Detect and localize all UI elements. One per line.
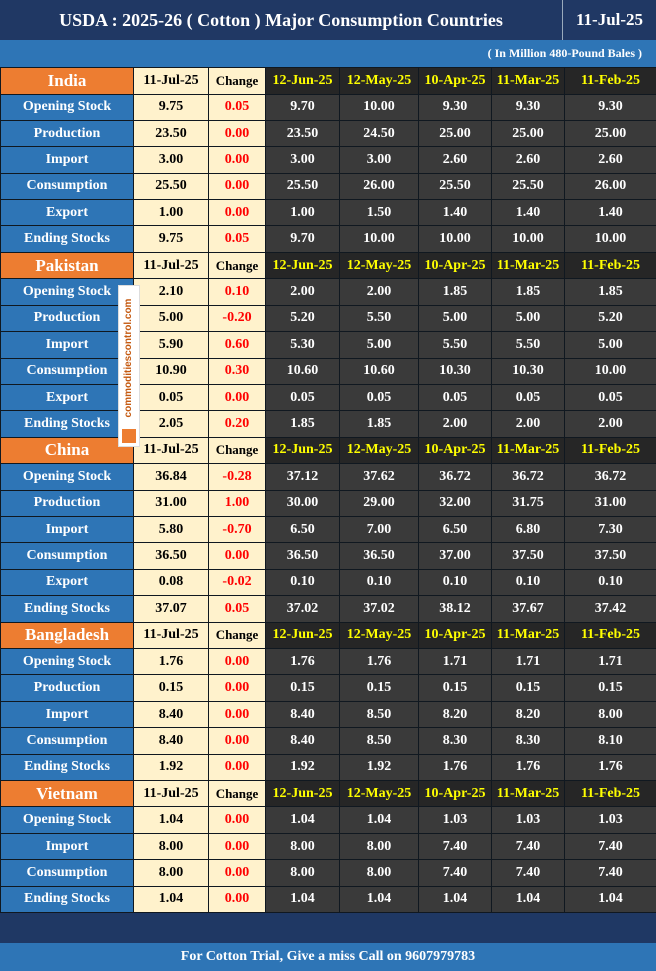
history-date-header: 11-Feb-25 [565, 780, 656, 807]
history-value: 26.00 [340, 173, 419, 199]
change-value: 0.00 [209, 120, 266, 146]
history-value: 0.05 [419, 384, 492, 410]
history-date-header: 10-Apr-25 [419, 622, 492, 649]
row-label: Production [1, 490, 134, 516]
history-value: 1.85 [419, 279, 492, 305]
history-value: 10.30 [492, 358, 565, 384]
change-header: Change [209, 437, 266, 464]
change-value: 0.00 [209, 701, 266, 727]
history-date-header: 11-Feb-25 [565, 252, 656, 279]
history-value: 8.20 [492, 701, 565, 727]
history-date-header: 11-Feb-25 [565, 68, 656, 95]
watermark-logo [118, 285, 140, 447]
change-value: 0.00 [209, 807, 266, 833]
table-row [1, 384, 656, 410]
table-row [1, 675, 656, 701]
change-value: 0.00 [209, 543, 266, 569]
row-label: Import [1, 147, 134, 173]
history-value: 37.02 [340, 596, 419, 622]
history-value: 8.40 [266, 701, 340, 727]
history-value: 10.00 [565, 226, 656, 252]
current-value: 1.92 [134, 754, 209, 780]
history-value: 1.40 [565, 200, 656, 226]
table-row [1, 120, 656, 146]
history-value: 8.20 [419, 701, 492, 727]
history-value: 5.20 [266, 305, 340, 331]
history-value: 1.85 [492, 279, 565, 305]
history-date-header: 11-Mar-25 [492, 622, 565, 649]
history-value: 25.00 [492, 120, 565, 146]
current-value: 9.75 [134, 226, 209, 252]
change-header: Change [209, 780, 266, 807]
history-value: 8.50 [340, 728, 419, 754]
row-label: Export [1, 569, 134, 595]
history-value: 7.40 [565, 860, 656, 886]
history-value: 1.85 [340, 411, 419, 437]
history-date-header: 11-Mar-25 [492, 252, 565, 279]
change-header: Change [209, 252, 266, 279]
current-value: 8.00 [134, 860, 209, 886]
watermark-text: commoditiescontrol.com [123, 298, 134, 418]
history-date-header: 12-Jun-25 [266, 252, 340, 279]
history-value: 0.10 [340, 569, 419, 595]
history-value: 0.15 [266, 675, 340, 701]
history-value: 9.30 [565, 94, 656, 120]
history-value: 2.00 [266, 279, 340, 305]
history-value: 1.03 [565, 807, 656, 833]
history-date-header: 12-May-25 [340, 780, 419, 807]
history-value: 6.50 [266, 516, 340, 542]
table-row [1, 279, 656, 305]
consumption-table [0, 67, 656, 913]
change-value: 0.05 [209, 94, 266, 120]
history-value: 2.00 [419, 411, 492, 437]
current-value: 0.05 [134, 384, 209, 410]
history-value: 0.15 [419, 675, 492, 701]
history-value: 5.00 [419, 305, 492, 331]
history-value: 2.60 [492, 147, 565, 173]
row-label: Ending Stocks [1, 886, 134, 912]
current-value: 5.00 [134, 305, 209, 331]
row-label: Consumption [1, 358, 134, 384]
table-row [1, 358, 656, 384]
change-value: 0.05 [209, 596, 266, 622]
row-label: Production [1, 675, 134, 701]
change-value: 0.00 [209, 649, 266, 675]
row-label: Production [1, 305, 134, 331]
row-label: Import [1, 833, 134, 859]
current-value: 36.84 [134, 464, 209, 490]
history-value: 0.10 [266, 569, 340, 595]
table-row [1, 226, 656, 252]
history-value: 8.30 [419, 728, 492, 754]
row-label: Opening Stock [1, 807, 134, 833]
country-name: India [1, 68, 134, 95]
history-date-header: 12-May-25 [340, 68, 419, 95]
history-value: 8.00 [340, 860, 419, 886]
history-value: 10.00 [340, 226, 419, 252]
history-value: 37.12 [266, 464, 340, 490]
change-value: 0.00 [209, 675, 266, 701]
change-value: 0.05 [209, 226, 266, 252]
history-value: 1.76 [340, 649, 419, 675]
history-value: 1.04 [492, 886, 565, 912]
history-value: 0.05 [340, 384, 419, 410]
title-bar [0, 0, 656, 40]
history-value: 5.50 [419, 332, 492, 358]
history-value: 25.00 [419, 120, 492, 146]
history-value: 5.50 [340, 305, 419, 331]
history-value: 37.50 [492, 543, 565, 569]
history-value: 7.40 [492, 860, 565, 886]
table-row [1, 173, 656, 199]
history-date-header: 11-Mar-25 [492, 437, 565, 464]
current-value: 37.07 [134, 596, 209, 622]
current-date-header: 11-Jul-25 [134, 780, 209, 807]
history-value: 29.00 [340, 490, 419, 516]
history-date-header: 12-Jun-25 [266, 68, 340, 95]
table-row [1, 305, 656, 331]
current-value: 5.80 [134, 516, 209, 542]
country-name: China [1, 437, 134, 464]
table-row [1, 886, 656, 912]
history-value: 24.50 [340, 120, 419, 146]
history-value: 1.03 [492, 807, 565, 833]
row-label: Opening Stock [1, 94, 134, 120]
current-value: 1.04 [134, 807, 209, 833]
row-label: Import [1, 516, 134, 542]
table-row [1, 411, 656, 437]
table-row [1, 147, 656, 173]
history-value: 0.15 [340, 675, 419, 701]
history-date-header: 12-Jun-25 [266, 622, 340, 649]
history-date-header: 10-Apr-25 [419, 780, 492, 807]
current-value: 2.05 [134, 411, 209, 437]
row-label: Opening Stock [1, 464, 134, 490]
watermark-logo-icon [122, 429, 136, 443]
row-label: Consumption [1, 543, 134, 569]
history-value: 0.15 [492, 675, 565, 701]
current-value: 0.15 [134, 675, 209, 701]
current-value: 1.00 [134, 200, 209, 226]
history-value: 9.30 [419, 94, 492, 120]
history-value: 1.04 [565, 886, 656, 912]
history-value: 1.40 [419, 200, 492, 226]
history-value: 37.67 [492, 596, 565, 622]
change-value: 0.20 [209, 411, 266, 437]
history-value: 10.60 [340, 358, 419, 384]
history-date-header: 11-Feb-25 [565, 437, 656, 464]
history-value: 5.00 [340, 332, 419, 358]
history-value: 5.00 [565, 332, 656, 358]
history-value: 1.76 [266, 649, 340, 675]
row-label: Opening Stock [1, 279, 134, 305]
history-value: 2.00 [565, 411, 656, 437]
history-value: 8.50 [340, 701, 419, 727]
history-value: 1.40 [492, 200, 565, 226]
history-value: 8.00 [565, 701, 656, 727]
history-value: 9.70 [266, 226, 340, 252]
row-label: Export [1, 384, 134, 410]
page-title: USDA : 2025-26 ( Cotton ) Major Consumption Countries [0, 0, 563, 40]
history-date-header: 12-Jun-25 [266, 437, 340, 464]
change-value: -0.28 [209, 464, 266, 490]
history-value: 7.40 [419, 860, 492, 886]
history-value: 0.15 [565, 675, 656, 701]
history-value: 10.30 [419, 358, 492, 384]
row-label: Export [1, 200, 134, 226]
current-value: 2.10 [134, 279, 209, 305]
change-value: -0.70 [209, 516, 266, 542]
history-value: 31.00 [565, 490, 656, 516]
table-row [1, 701, 656, 727]
history-value: 25.50 [492, 173, 565, 199]
table-row [1, 833, 656, 859]
history-value: 6.80 [492, 516, 565, 542]
table-row [1, 464, 656, 490]
change-value: 0.60 [209, 332, 266, 358]
history-date-header: 12-Jun-25 [266, 780, 340, 807]
current-value: 8.00 [134, 833, 209, 859]
change-value: 0.00 [209, 200, 266, 226]
history-value: 5.00 [492, 305, 565, 331]
history-value: 0.10 [565, 569, 656, 595]
row-label: Ending Stocks [1, 411, 134, 437]
history-value: 1.85 [565, 279, 656, 305]
table-row [1, 490, 656, 516]
table-row [1, 860, 656, 886]
history-value: 1.71 [492, 649, 565, 675]
current-value: 3.00 [134, 147, 209, 173]
row-label: Ending Stocks [1, 754, 134, 780]
history-value: 1.50 [340, 200, 419, 226]
history-value: 36.50 [340, 543, 419, 569]
table-row [1, 754, 656, 780]
current-value: 1.04 [134, 886, 209, 912]
change-header: Change [209, 622, 266, 649]
history-value: 8.10 [565, 728, 656, 754]
row-label: Import [1, 332, 134, 358]
current-value: 36.50 [134, 543, 209, 569]
history-value: 1.00 [266, 200, 340, 226]
history-value: 36.72 [419, 464, 492, 490]
section-header-row [1, 68, 656, 95]
history-value: 38.12 [419, 596, 492, 622]
current-value: 25.50 [134, 173, 209, 199]
history-value: 8.00 [340, 833, 419, 859]
history-value: 7.40 [565, 833, 656, 859]
row-label: Consumption [1, 860, 134, 886]
history-value: 2.00 [492, 411, 565, 437]
change-value: 0.00 [209, 754, 266, 780]
history-value: 0.05 [266, 384, 340, 410]
history-value: 8.30 [492, 728, 565, 754]
history-value: 37.50 [565, 543, 656, 569]
current-date-header: 11-Jul-25 [134, 622, 209, 649]
change-value: 0.10 [209, 279, 266, 305]
section-header-row [1, 437, 656, 464]
history-value: 1.85 [266, 411, 340, 437]
history-value: 2.60 [565, 147, 656, 173]
history-value: 7.00 [340, 516, 419, 542]
row-label: Opening Stock [1, 649, 134, 675]
history-value: 10.60 [266, 358, 340, 384]
unit-note: ( In Million 480-Pound Bales ) [0, 40, 656, 67]
table-row [1, 728, 656, 754]
history-value: 36.72 [492, 464, 565, 490]
history-date-header: 12-May-25 [340, 252, 419, 279]
history-value: 1.04 [340, 807, 419, 833]
history-value: 0.05 [565, 384, 656, 410]
history-date-header: 10-Apr-25 [419, 437, 492, 464]
current-value: 0.08 [134, 569, 209, 595]
history-value: 8.00 [266, 860, 340, 886]
table-row [1, 807, 656, 833]
current-value: 8.40 [134, 728, 209, 754]
history-value: 5.30 [266, 332, 340, 358]
current-date-header: 11-Jul-25 [134, 252, 209, 279]
table-row [1, 596, 656, 622]
history-date-header: 12-May-25 [340, 437, 419, 464]
section-header-row [1, 622, 656, 649]
history-date-header: 10-Apr-25 [419, 68, 492, 95]
table-row [1, 569, 656, 595]
table-row [1, 332, 656, 358]
history-value: 2.60 [419, 147, 492, 173]
history-value: 31.75 [492, 490, 565, 516]
history-value: 7.40 [492, 833, 565, 859]
history-value: 10.00 [419, 226, 492, 252]
current-value: 5.90 [134, 332, 209, 358]
history-value: 23.50 [266, 120, 340, 146]
history-value: 7.30 [565, 516, 656, 542]
history-value: 8.40 [266, 728, 340, 754]
history-value: 9.30 [492, 94, 565, 120]
table-row [1, 200, 656, 226]
table-row [1, 649, 656, 675]
change-value: 0.00 [209, 860, 266, 886]
history-date-header: 10-Apr-25 [419, 252, 492, 279]
history-value: 25.50 [419, 173, 492, 199]
history-value: 0.05 [492, 384, 565, 410]
current-value: 10.90 [134, 358, 209, 384]
current-value: 9.75 [134, 94, 209, 120]
change-value: 0.00 [209, 384, 266, 410]
history-value: 26.00 [565, 173, 656, 199]
history-value: 32.00 [419, 490, 492, 516]
change-value: 1.00 [209, 490, 266, 516]
section-header-row [1, 780, 656, 807]
table-row [1, 94, 656, 120]
history-value: 37.62 [340, 464, 419, 490]
history-value: 1.76 [419, 754, 492, 780]
history-value: 8.00 [266, 833, 340, 859]
country-name: Bangladesh [1, 622, 134, 649]
country-name: Vietnam [1, 780, 134, 807]
history-value: 1.04 [266, 886, 340, 912]
history-date-header: 11-Mar-25 [492, 780, 565, 807]
footer-note: For Cotton Trial, Give a miss Call on 9607979783 [0, 943, 656, 971]
current-value: 31.00 [134, 490, 209, 516]
history-value: 1.92 [266, 754, 340, 780]
report-date: 11-Jul-25 [575, 10, 644, 29]
current-date-header: 11-Jul-25 [134, 68, 209, 95]
current-value: 1.76 [134, 649, 209, 675]
history-value: 1.04 [340, 886, 419, 912]
history-value: 30.00 [266, 490, 340, 516]
row-label: Ending Stocks [1, 596, 134, 622]
history-value: 3.00 [340, 147, 419, 173]
row-label: Production [1, 120, 134, 146]
country-name: Pakistan [1, 252, 134, 279]
change-value: -0.20 [209, 305, 266, 331]
history-value: 25.00 [565, 120, 656, 146]
history-value: 36.50 [266, 543, 340, 569]
history-value: 0.10 [419, 569, 492, 595]
history-value: 5.50 [492, 332, 565, 358]
history-value: 1.71 [565, 649, 656, 675]
history-value: 1.04 [419, 886, 492, 912]
row-label: Ending Stocks [1, 226, 134, 252]
history-date-header: 11-Mar-25 [492, 68, 565, 95]
history-value: 1.76 [565, 754, 656, 780]
history-value: 2.00 [340, 279, 419, 305]
history-value: 36.72 [565, 464, 656, 490]
change-value: 0.00 [209, 173, 266, 199]
row-label: Import [1, 701, 134, 727]
history-value: 1.76 [492, 754, 565, 780]
current-date-header: 11-Jul-25 [134, 437, 209, 464]
table-row [1, 516, 656, 542]
history-value: 6.50 [419, 516, 492, 542]
change-value: 0.00 [209, 147, 266, 173]
history-value: 1.04 [266, 807, 340, 833]
history-date-header: 12-May-25 [340, 622, 419, 649]
change-value: 0.00 [209, 886, 266, 912]
history-value: 3.00 [266, 147, 340, 173]
history-value: 1.71 [419, 649, 492, 675]
row-label: Consumption [1, 728, 134, 754]
current-value: 23.50 [134, 120, 209, 146]
change-value: 0.00 [209, 833, 266, 859]
history-value: 37.02 [266, 596, 340, 622]
change-header: Change [209, 68, 266, 95]
history-value: 25.50 [266, 173, 340, 199]
history-value: 7.40 [419, 833, 492, 859]
row-label: Consumption [1, 173, 134, 199]
history-value: 1.03 [419, 807, 492, 833]
change-value: 0.00 [209, 728, 266, 754]
history-value: 9.70 [266, 94, 340, 120]
change-value: -0.02 [209, 569, 266, 595]
history-value: 10.00 [565, 358, 656, 384]
history-value: 10.00 [340, 94, 419, 120]
current-value: 8.40 [134, 701, 209, 727]
table-row [1, 543, 656, 569]
change-value: 0.30 [209, 358, 266, 384]
history-value: 0.10 [492, 569, 565, 595]
history-date-header: 11-Feb-25 [565, 622, 656, 649]
history-value: 1.92 [340, 754, 419, 780]
history-value: 37.42 [565, 596, 656, 622]
history-value: 5.20 [565, 305, 656, 331]
section-header-row [1, 252, 656, 279]
history-value: 37.00 [419, 543, 492, 569]
table-body [1, 68, 656, 913]
history-value: 10.00 [492, 226, 565, 252]
